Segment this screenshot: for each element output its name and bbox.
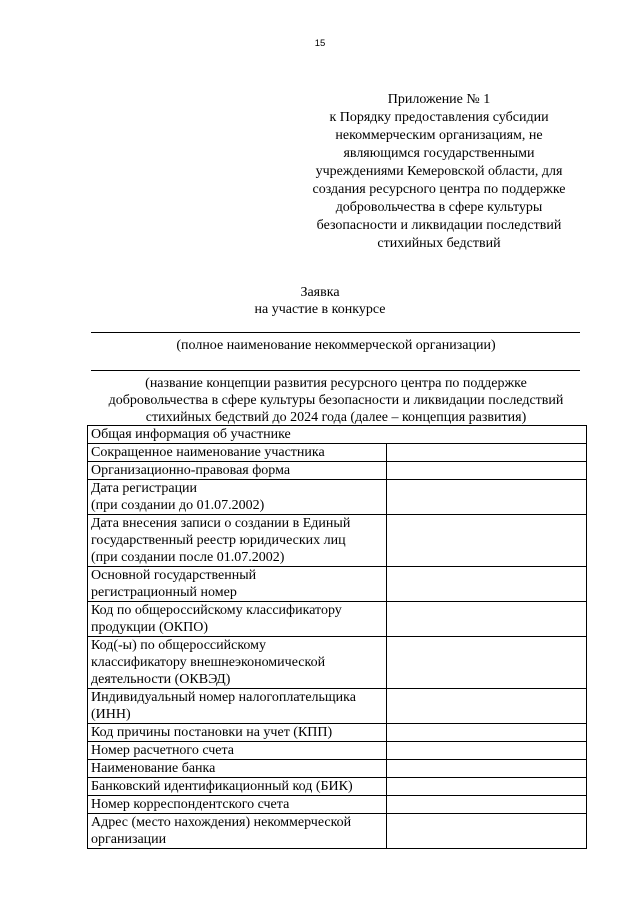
field-label-text: Код(-ы) по общероссийскому [91, 638, 267, 653]
field-value-cell[interactable] [386, 602, 586, 637]
field-value-cell[interactable] [386, 480, 586, 515]
field-label-cell [88, 724, 387, 742]
field-label-cell [88, 689, 387, 724]
field-label-cell [88, 462, 387, 480]
field-label-text: (при создании до 01.07.2002) [91, 498, 265, 513]
field-label-cell [88, 444, 387, 462]
table-row [88, 567, 587, 602]
appendix-line: добровольчества в сфере культуры [335, 200, 543, 215]
field-value-cell[interactable] [386, 760, 586, 778]
field-label-text: Дата регистрации [91, 481, 198, 496]
application-subtitle: на участие в конкурсе [254, 302, 386, 317]
field-label-text: Код причины постановки на учет (КПП) [91, 725, 333, 740]
table-header-row [88, 426, 587, 444]
field-value-cell[interactable] [386, 689, 586, 724]
appendix-line: учреждениями Кемеровской области, для [315, 164, 563, 179]
participant-info-table [87, 425, 587, 849]
field-label-text: Код по общероссийскому классификатору [91, 603, 342, 618]
field-value-cell[interactable] [386, 444, 586, 462]
table-row [88, 796, 587, 814]
field-label-text: деятельности (ОКВЭД) [91, 672, 231, 687]
table-row [88, 515, 587, 567]
field-value-cell[interactable] [386, 567, 586, 602]
field-label-text: регистрационный номер [91, 585, 237, 600]
field-value-cell[interactable] [386, 742, 586, 760]
field-value-cell[interactable] [386, 724, 586, 742]
appendix-line: безопасности и ликвидации последствий [316, 218, 562, 233]
table-row [88, 742, 587, 760]
concept-name-caption [0, 375, 640, 426]
field-label-text: (ИНН) [91, 707, 131, 722]
table-row [88, 778, 587, 796]
field-label-cell [88, 515, 387, 567]
field-label-cell [88, 778, 387, 796]
organization-name-line[interactable] [91, 332, 580, 333]
field-label-text: (при создании после 01.07.2002) [91, 550, 285, 565]
field-label-cell [88, 567, 387, 602]
appendix-line: Приложение № 1 [387, 92, 491, 107]
field-value-cell[interactable] [386, 637, 586, 689]
appendix-line: стихийных бедствий [377, 236, 501, 251]
field-label-cell [88, 760, 387, 778]
field-label-cell [88, 480, 387, 515]
field-label-text: Номер корреспондентского счета [91, 797, 290, 812]
application-title: Заявка [300, 285, 340, 300]
field-label-text: Наименование банка [91, 761, 216, 776]
table-row [88, 462, 587, 480]
field-label-text: Дата внесения записи о создании в Единый [91, 516, 351, 531]
page-number: 15 [314, 38, 326, 49]
field-label-text: государственный реестр юридических лиц [91, 533, 346, 548]
table-row [88, 602, 587, 637]
field-value-cell[interactable] [386, 515, 586, 567]
field-value-cell[interactable] [386, 462, 586, 480]
appendix-block [294, 91, 584, 253]
field-label-text: Банковский идентификационный код (БИК) [91, 779, 353, 794]
field-value-cell[interactable] [386, 796, 586, 814]
field-label-cell [88, 742, 387, 760]
table-row [88, 814, 587, 849]
table-row [88, 689, 587, 724]
field-label-text: классификатору внешнеэкономической [91, 655, 326, 670]
table-row [88, 760, 587, 778]
appendix-line: некоммерческим организациям, не [335, 128, 543, 143]
appendix-line: создания ресурсного центра по поддержке [312, 182, 566, 197]
field-label-text: Индивидуальный номер налогоплательщика [91, 690, 356, 705]
table-row [88, 637, 587, 689]
concept-name-line[interactable] [91, 370, 580, 371]
concept-caption-line: стихийных бедствий до 2024 года (далее – концепция развития) [145, 410, 527, 425]
field-label-text: Номер расчетного счета [91, 743, 235, 758]
organization-caption-text: (полное наименование некоммерческой организации) [176, 338, 496, 353]
table-row [88, 480, 587, 515]
field-label-text: Организационно-правовая форма [91, 463, 291, 478]
field-value-cell[interactable] [386, 778, 586, 796]
field-label-cell [88, 796, 387, 814]
application-heading [0, 284, 640, 318]
field-label-cell [88, 602, 387, 637]
field-label-text: Адрес (место нахождения) некоммерческой [91, 815, 352, 830]
table-header-cell: Общая информация об участнике [88, 426, 587, 444]
field-label-cell [88, 814, 387, 849]
concept-caption-line: (название концепции развития ресурсного центра по поддержке [145, 376, 527, 391]
field-value-cell[interactable] [386, 814, 586, 849]
table-row [88, 724, 587, 742]
organization-name-caption [0, 337, 640, 354]
field-label-cell [88, 637, 387, 689]
field-label-text: Основной государственный [91, 568, 257, 583]
appendix-line: являющимся государственными [343, 146, 535, 161]
field-label-text: Сокращенное наименование участника [91, 445, 325, 460]
appendix-line: к Порядку предоставления субсидии [329, 110, 549, 125]
table-row [88, 444, 587, 462]
field-label-text: организации [91, 832, 167, 847]
concept-caption-line: добровольчества в сфере культуры безопасности и ликвидации последствий [108, 393, 564, 408]
field-label-text: продукции (ОКПО) [91, 620, 208, 635]
